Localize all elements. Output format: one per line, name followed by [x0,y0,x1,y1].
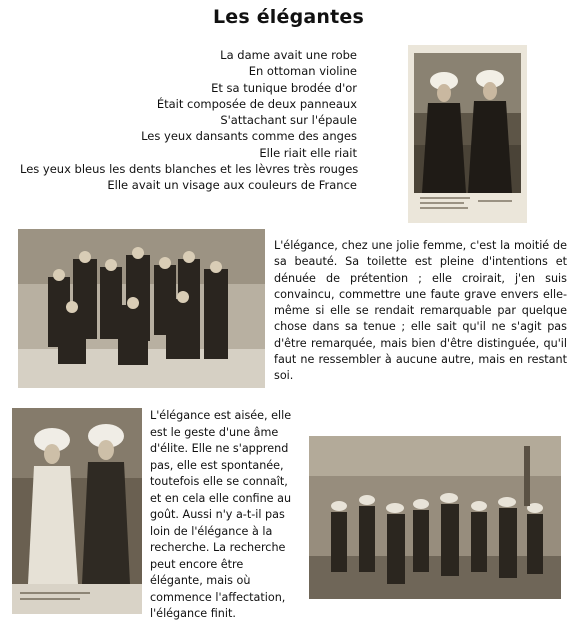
poem-line: La dame avait une robe [220,48,357,62]
photo-two-women-headdresses [12,408,142,614]
page-title: Les élégantes [213,6,365,28]
paragraph-elegance-2: L'élégance est aisée, elle est le geste d'une âme d'élite. Elle ne s'apprend pas, elle est spontanée, toutefois elle se connaît, et en cela elle confine au goût. Aussi n'y a-t-il pas loin de l'élégance à la recherche. La recherche peut encore être élégante, mais où commence l'affectation, l'élégance finit. [150,409,292,620]
poem [20,47,357,194]
poem-line: En ottoman violine [248,64,357,79]
poem-line: Elle avait un visage aux couleurs de France [107,178,357,193]
poem-line: S'attachant sur l'épaule [220,113,357,128]
photo-procession-crowd [309,436,561,599]
paragraph-elegance-1: L'élégance, chez une jolie femme, c'est la moitié de sa beauté. Sa toilette est pleine d'intentions et dénuée de prétention ; elle croirait, j'en suis convaincu, commettre une faute grave envers elle-même si elle se rendait remarquable par quelque chose dans sa tenue ; elle sait qu'il ne s'agit pas d'être remarquée, mais bien d'être distinguée, qu'il faut ne ressembler à aucune autre, mais en restant soi. [274,239,567,383]
poem-line: Les yeux bleus les dents blanches et les lèvres très rouges [20,162,359,177]
poem-line: Les yeux dansants comme des anges [141,129,357,144]
poem-line: Était composée de deux panneaux [156,96,357,111]
photo-two-women-postcard [408,45,527,223]
poem-line: Elle riait elle riait [259,145,357,160]
photo-group-outdoors [18,229,265,388]
poem-line: Et sa tunique brodée d'or [211,80,357,95]
